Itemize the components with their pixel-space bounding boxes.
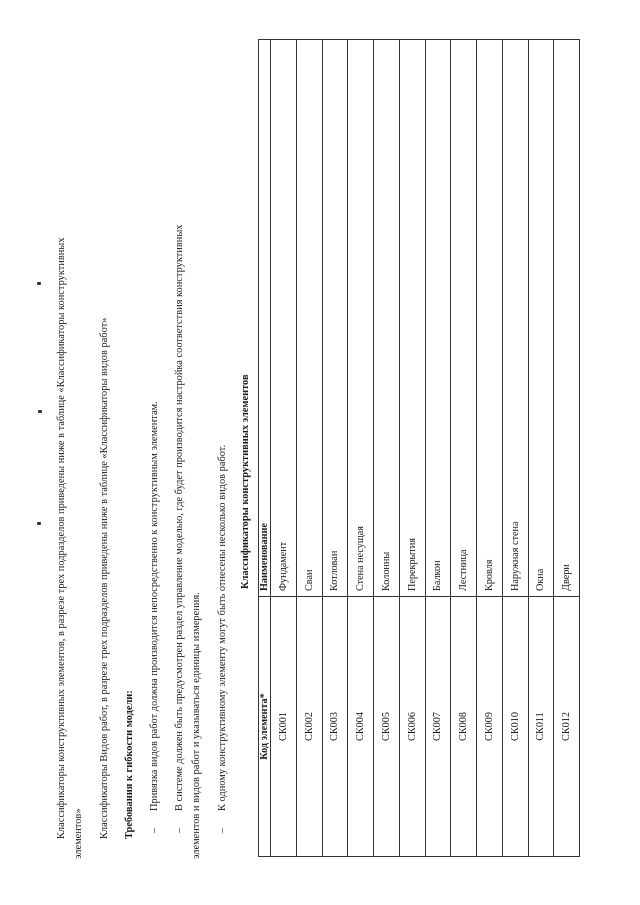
element-name-cell: Стена несущая bbox=[348, 40, 374, 597]
classifier-table-container bbox=[258, 39, 580, 857]
paragraph-1-line-1: Классификаторы конструктивных элементов, в разрезе трех подразделов приведены ниже в таблице «Классификаторы конструктивных bbox=[56, 237, 67, 839]
element-name-cell: Кровля bbox=[477, 40, 503, 597]
table-row bbox=[348, 40, 374, 857]
header-name: Наименование bbox=[259, 40, 271, 597]
table-row bbox=[425, 40, 451, 857]
element-code-cell: СК003 bbox=[322, 597, 348, 857]
table-row bbox=[271, 40, 297, 857]
table-row bbox=[477, 40, 503, 857]
table-row bbox=[374, 40, 400, 857]
element-name-cell: Котлован bbox=[322, 40, 348, 597]
bullet-dash: – bbox=[174, 827, 185, 833]
bullet-1-text: Привязка видов работ должна производится непосредственно к конструктивным элементам. bbox=[149, 401, 160, 811]
table-header-row bbox=[259, 40, 271, 857]
element-code-cell: СК001 bbox=[271, 597, 297, 857]
element-name-cell: Сваи bbox=[296, 40, 322, 597]
element-code-cell: СК009 bbox=[477, 597, 503, 857]
table-row bbox=[451, 40, 477, 857]
scan-mark bbox=[37, 522, 41, 525]
element-code-cell: СК011 bbox=[528, 597, 554, 857]
element-name-cell: Колонны bbox=[374, 40, 400, 597]
element-name-cell: Наружная стена bbox=[502, 40, 528, 597]
element-code-cell: СК005 bbox=[374, 597, 400, 857]
requirements-heading: Требования к гибкости модели: bbox=[124, 690, 135, 839]
table-row bbox=[322, 40, 348, 857]
classifier-table bbox=[258, 39, 580, 857]
table-body bbox=[271, 40, 580, 857]
element-code-cell: СК002 bbox=[296, 597, 322, 857]
table-row bbox=[296, 40, 322, 857]
table-row bbox=[502, 40, 528, 857]
table-title: Классификаторы конструктивных элементов bbox=[240, 374, 251, 589]
bullet-3-text: К одному конструктивному элементу могут быть отнесены несколько видов работ. bbox=[217, 444, 228, 811]
element-code-cell: СК008 bbox=[451, 597, 477, 857]
element-code-cell: СК004 bbox=[348, 597, 374, 857]
paragraph-1-line-2: элементов» bbox=[73, 808, 84, 859]
bullet-2-text: В системе должен быть предусмотрен раздел управление моделью, где будет производится настройка соответствия конструктивных bbox=[174, 224, 185, 811]
table-row bbox=[399, 40, 425, 857]
element-name-cell: Окна bbox=[528, 40, 554, 597]
element-name-cell: Перекрытия bbox=[399, 40, 425, 597]
bullet-1 bbox=[149, 401, 161, 833]
scan-mark bbox=[38, 410, 42, 413]
element-name-cell: Лестница bbox=[451, 40, 477, 597]
element-code-cell: СК007 bbox=[425, 597, 451, 857]
bullet-2-line-1 bbox=[174, 225, 186, 834]
bullet-2-line-2: элементов и видов работ и указываться единицы измерения. bbox=[191, 592, 202, 859]
element-name-cell: Фундамент bbox=[271, 40, 297, 597]
element-code-cell: СК012 bbox=[554, 597, 580, 857]
table-row bbox=[528, 40, 554, 857]
element-name-cell: Балкон bbox=[425, 40, 451, 597]
bullet-3 bbox=[217, 445, 229, 833]
element-code-cell: СК010 bbox=[502, 597, 528, 857]
paragraph-2: Классификаторы Видов работ, в разрезе трех подразделов приведены ниже в таблице «Классификаторы видов работ» bbox=[99, 317, 110, 839]
element-code-cell: СК006 bbox=[399, 597, 425, 857]
table-row bbox=[554, 40, 580, 857]
bullet-dash: – bbox=[217, 827, 228, 833]
header-code: Код элемента* bbox=[259, 597, 271, 857]
element-name-cell: Двери bbox=[554, 40, 580, 597]
scan-mark bbox=[37, 282, 41, 285]
bullet-dash: – bbox=[149, 827, 160, 833]
